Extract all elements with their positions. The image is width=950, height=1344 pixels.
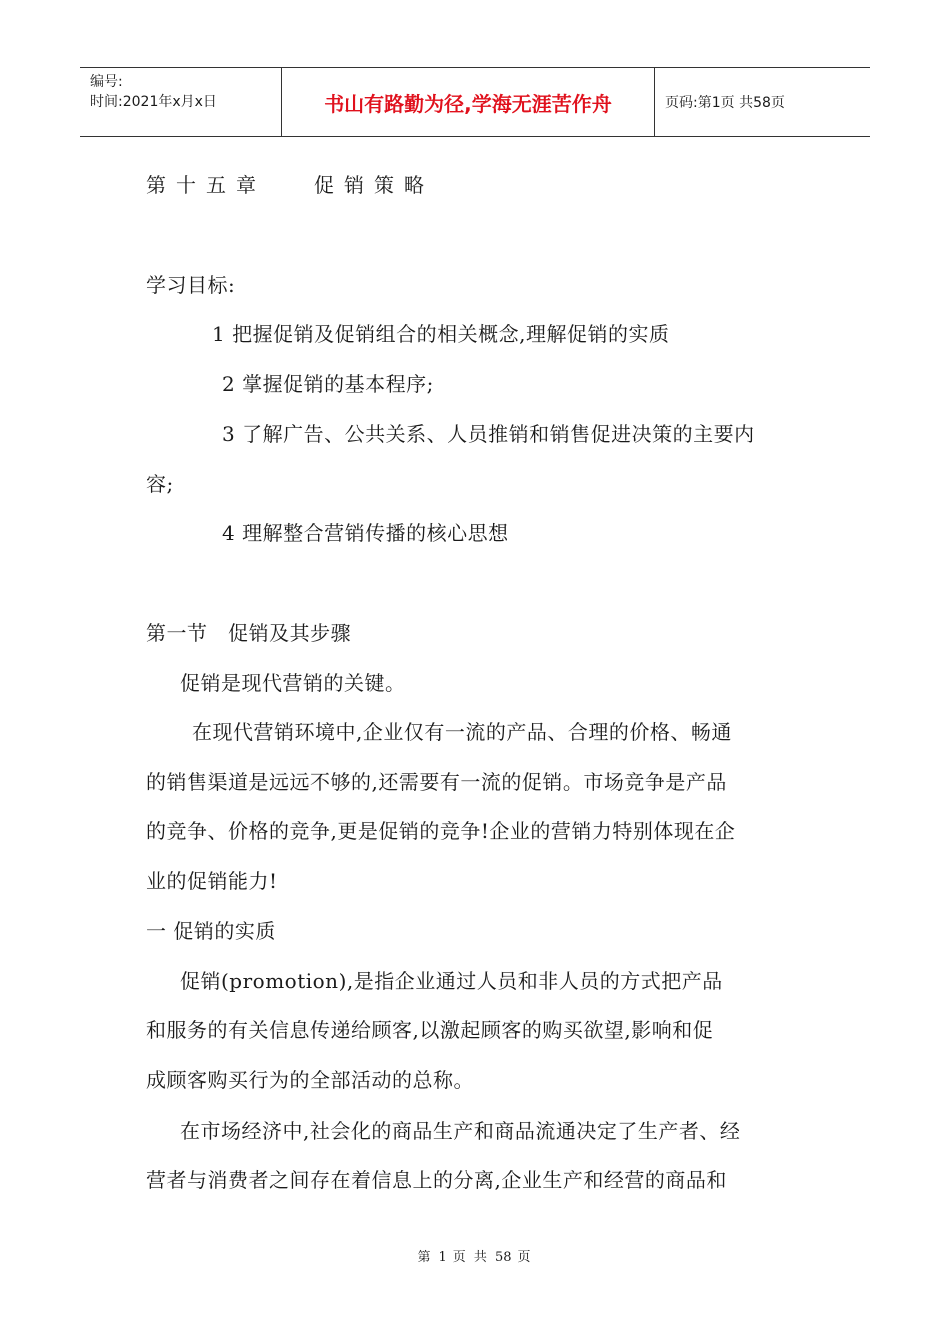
page-info-text: 页码:第1页 共58页: [665, 95, 785, 111]
goal-1: 1 把握促销及促销组合的相关概念,理解促销的实质: [212, 322, 670, 346]
learning-goals-heading: 学习目标:: [146, 273, 236, 297]
page-footer: [0, 1246, 950, 1265]
paragraph-line: 在市场经济中,社会化的商品生产和商品流通决定了生产者、经: [180, 1119, 741, 1143]
goal-3-cont: 容;: [146, 472, 174, 496]
footer-total-pages: 58: [494, 1250, 512, 1265]
footer-page-number: 1: [438, 1250, 447, 1265]
chapter-title: 促销策略: [314, 173, 434, 197]
paragraph-line: 的竞争、价格的竞争,更是促销的竞争!企业的营销力特别体现在企: [146, 819, 736, 843]
header-meta: [80, 68, 282, 136]
footer-middle: 页 共: [452, 1250, 489, 1265]
goal-3: 3 了解广告、公共关系、人员推销和销售促进决策的主要内: [222, 422, 755, 446]
paragraph-line: 的销售渠道是远远不够的,还需要有一流的促销。市场竞争是产品: [146, 770, 727, 794]
header-motto-cell: [282, 68, 655, 136]
code-label: 编号:: [90, 74, 123, 90]
paragraph-line: 和服务的有关信息传递给顾客,以激起顾客的购买欲望,影响和促: [146, 1018, 714, 1042]
chapter-number: 第十五章: [146, 173, 266, 197]
paragraph-line: 营者与消费者之间存在着信息上的分离,企业生产和经营的商品和: [146, 1168, 727, 1192]
motto-text: 书山有路勤为径,学海无涯苦作舟: [324, 91, 612, 116]
goal-2: 2 掌握促销的基本程序;: [222, 372, 434, 396]
goal-4: 4 理解整合营销传播的核心思想: [222, 521, 509, 545]
paragraph-line: 成顾客购买行为的全部活动的总称。: [146, 1068, 474, 1092]
paragraph-line: 业的促销能力!: [146, 869, 278, 893]
chapter-heading: [146, 172, 434, 198]
header-page-info: [655, 68, 870, 136]
paragraph-line: 促销(promotion),是指企业通过人员和非人员的方式把产品: [180, 969, 723, 993]
paragraph-line: 在现代营销环境中,企业仅有一流的产品、合理的价格、畅通: [192, 720, 732, 744]
subsection-heading: 一 促销的实质: [146, 919, 276, 943]
paragraph-line: 促销是现代营销的关键。: [180, 671, 406, 695]
section-heading: 第一节 促销及其步骤: [146, 621, 352, 645]
footer-prefix: 第: [417, 1250, 433, 1265]
page-header: [80, 67, 870, 137]
time-label: 时间:2021年x月x日: [90, 94, 217, 110]
footer-suffix: 页: [517, 1250, 533, 1265]
